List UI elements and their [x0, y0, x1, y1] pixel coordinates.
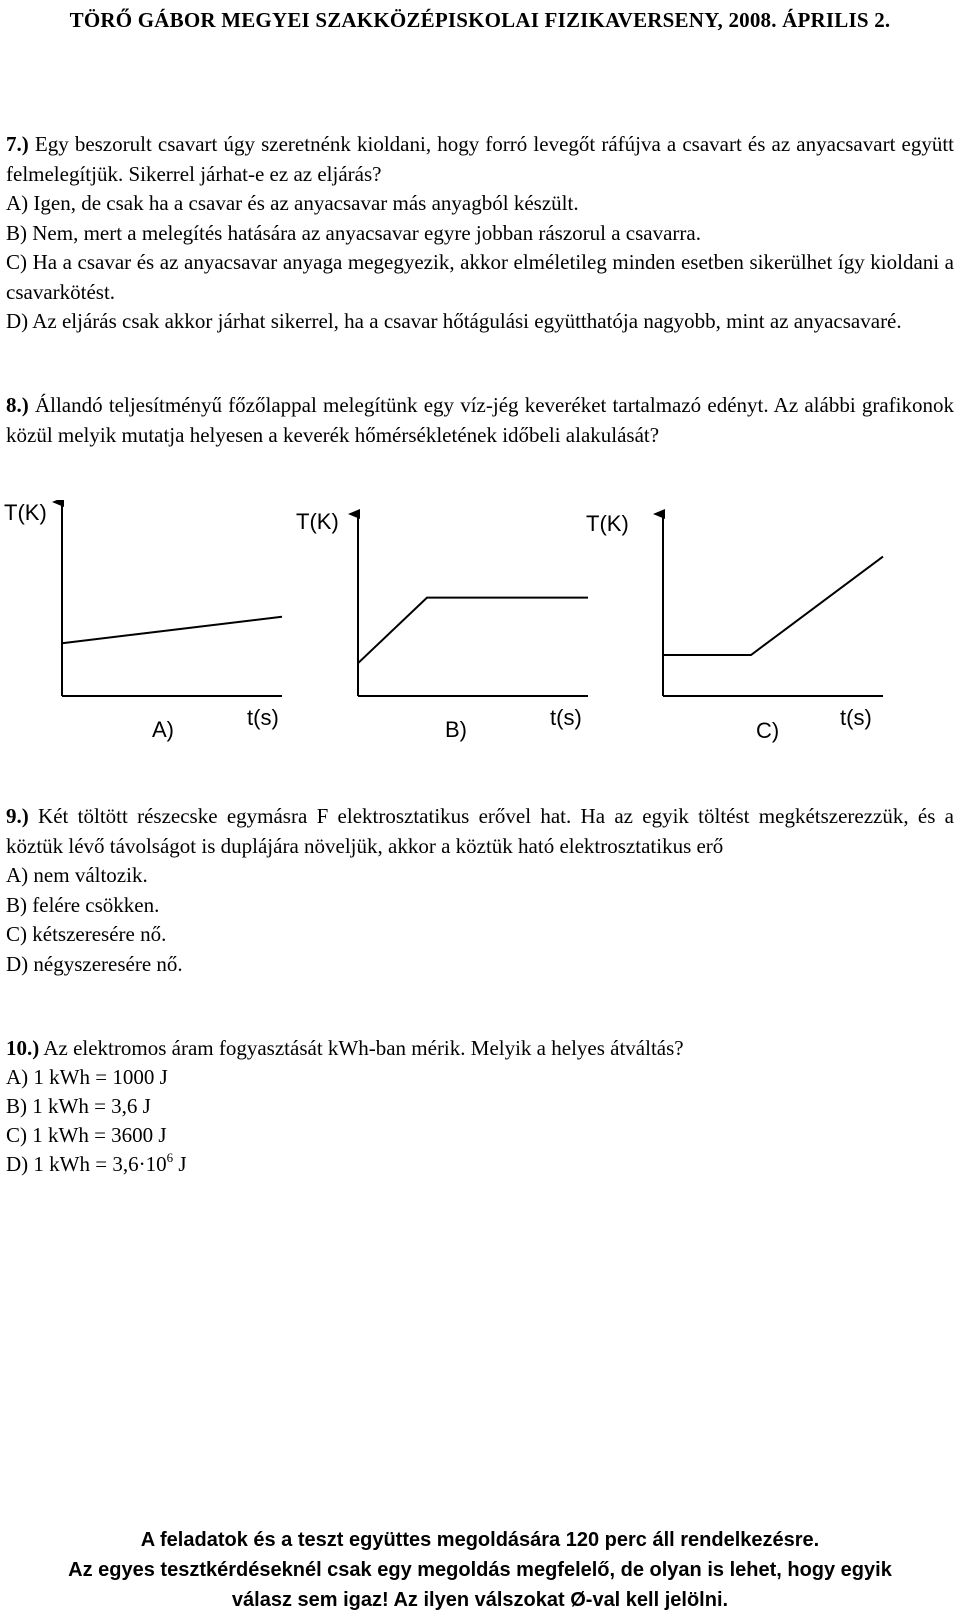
footer-line-3: válasz sem igaz! Az ilyen válszokat Ø-val kell jelölni.: [231, 1589, 729, 1611]
footer-line-1: A feladatok és a teszt együttes megoldására 120 perc áll rendelkezésre.: [140, 1529, 820, 1551]
page-footer: [0, 1525, 960, 1615]
question-text: Az elektromos áram fogyasztását kWh-ban mérik. Melyik a helyes átváltás?: [43, 1036, 684, 1060]
question-number: 9.): [6, 804, 29, 828]
series-line: [358, 598, 588, 664]
series-line: [62, 617, 282, 643]
question-text: Állandó teljesítményű főzőlappal melegítünk egy víz-jég keveréket tartalmazó edényt. Az alábbi grafikonok közül melyik mutatja helyesen a keverék hőmérsékletének időbeli alakulását?: [6, 393, 955, 447]
footer-line-2: Az egyes tesztkérdéseknél csak egy megoldás megfelelő, de olyan is lehet, hogy egyik: [68, 1559, 892, 1581]
option-c: C) 1 kWh = 3600 J: [6, 1123, 167, 1147]
option-d-prefix: D) 1 kWh = 3,6·10: [6, 1152, 167, 1176]
question-number: 10.): [6, 1036, 40, 1060]
option-b: B) Nem, mert a melegítés hatására az anyacsavar egyre jobban rászorul a csavarra.: [6, 220, 701, 245]
question-text: Két töltött részecske egymásra F elektrosztatikus erővel hat. Ha az egyik töltést megkétszerezzük, és a köztük lévő távolságot is duplájára növeljük, akkor a köztük ható elektrosztatikus erő: [6, 804, 955, 858]
question-7: [6, 130, 954, 337]
option-d-exponent: 6: [166, 1150, 174, 1165]
option-b: B) felére csökken.: [6, 892, 160, 917]
option-a: A) 1 kWh = 1000 J: [6, 1065, 168, 1089]
x-axis-label: t(s): [247, 705, 279, 730]
option-d-suffix: J: [173, 1152, 187, 1176]
question-number: 7.): [6, 132, 29, 156]
y-axis-label: T(K): [296, 509, 339, 534]
question-9: [6, 802, 954, 979]
option-d: [6, 1150, 954, 1179]
graph-b: [296, 509, 588, 742]
x-axis-label: t(s): [840, 705, 872, 730]
graphs-figure: [0, 500, 960, 770]
question-number: 8.): [6, 393, 29, 417]
series-line: [663, 557, 883, 655]
header-title: TÖRŐ GÁBOR MEGYEI SZAKKÖZÉPISKOLAI FIZIKAVERSENY, 2008. ÁPRILIS 2.: [69, 8, 891, 32]
option-b: B) 1 kWh = 3,6 J: [6, 1094, 151, 1118]
graph-letter: A): [152, 717, 174, 742]
y-axis-label: T(K): [586, 511, 629, 536]
option-c: C) kétszeresére nő.: [6, 922, 167, 946]
graph-c: [586, 511, 883, 743]
option-a: A) nem változik.: [6, 863, 148, 887]
graphs-svg: [0, 500, 960, 770]
page-header: [0, 8, 960, 33]
x-axis-label: t(s): [550, 705, 582, 730]
graph-a: [4, 500, 282, 742]
option-a: A) Igen, de csak ha a csavar és az anyacsavar más anyagból készült.: [6, 191, 579, 215]
graph-letter: C): [756, 718, 780, 743]
option-d: D) négyszeresére nő.: [6, 951, 183, 976]
option-c: C) Ha a csavar és az anyacsavar anyaga megegyezik, akkor elméletileg minden esetben sikerülhet így kioldani a csavarkötést.: [6, 250, 954, 304]
option-d: D) Az eljárás csak akkor járhat sikerrel, ha a csavar hőtágulási együtthatója nagyobb, mint az anyacsavaré.: [6, 309, 902, 333]
question-8: [6, 391, 954, 450]
question-10: [6, 1034, 954, 1179]
graph-letter: B): [445, 717, 467, 742]
question-text: Egy beszorult csavart úgy szeretnénk kioldani, hogy forró levegőt ráfújva a csavart és az anyacsavart együtt felmelegítjük. Sikerrel járhat-e ez az eljárás?: [6, 132, 955, 186]
y-axis-label: T(K): [4, 500, 47, 525]
